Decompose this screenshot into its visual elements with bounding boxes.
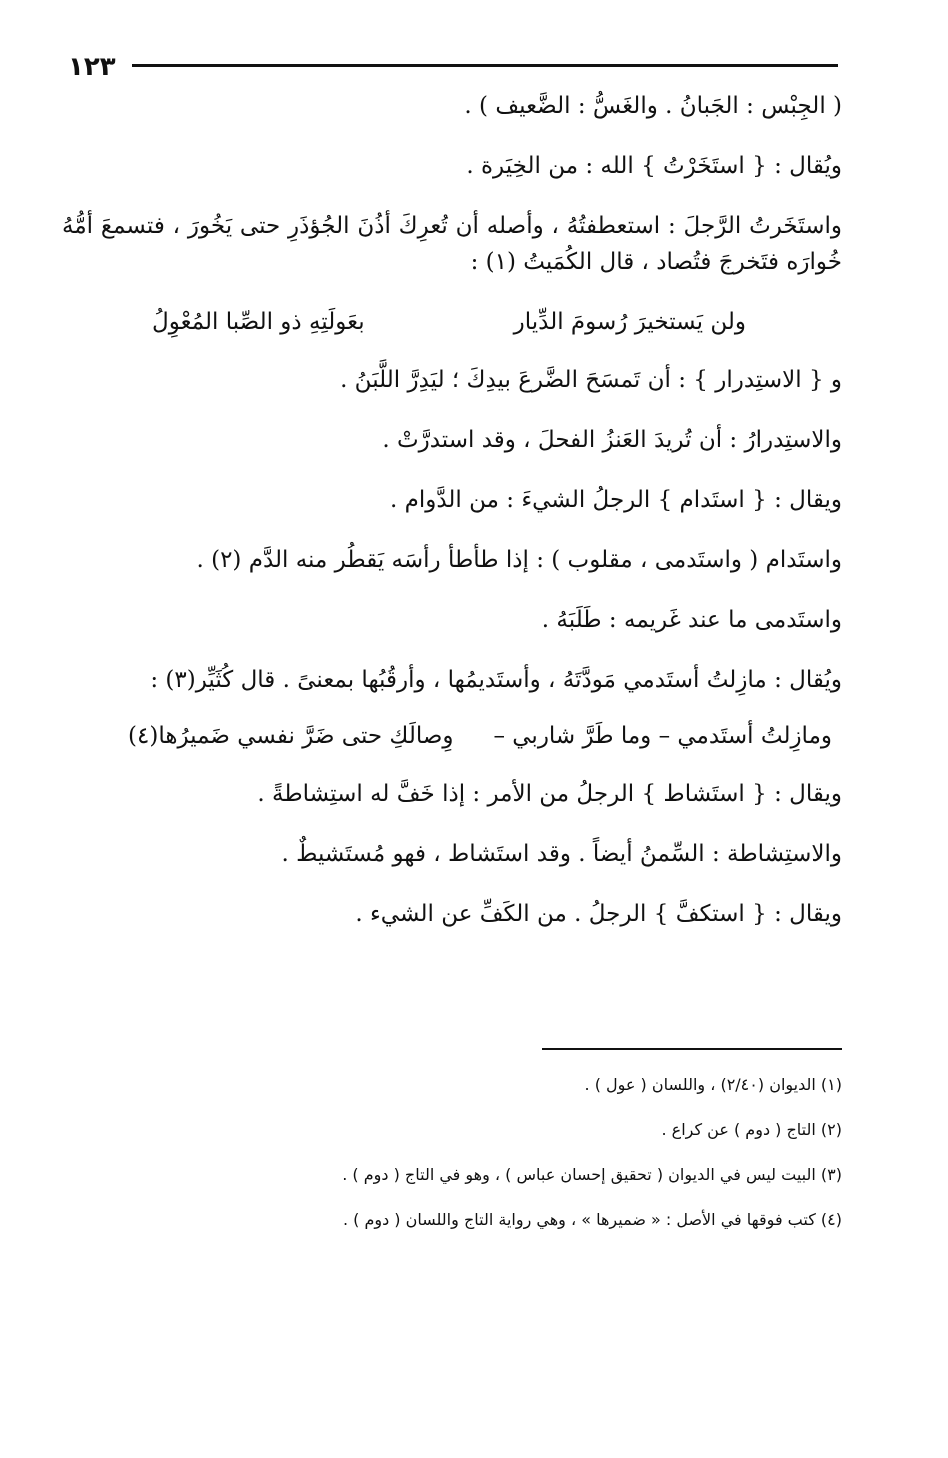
verse-first-hemistich: ولن يَستخيرَ رُسومَ الدِّيار [513, 309, 746, 335]
paragraph-jibs: ( الجِبْس : الجَبانُ . والغَسُّ : الضَّعيف ) . [464, 93, 842, 119]
footnote-1: (١) الديوان (٢/٤٠) ، واللسان ( عول ) . [584, 1075, 842, 1094]
footnote-rule [542, 1048, 842, 1050]
header-rule [132, 64, 838, 67]
paragraph-istakhart-allah: ويُقال : { استَخَرْتُ } الله : من الخِيَرة . [466, 153, 842, 179]
paragraph-istadam: ويقال : { استَدام } الرجلُ الشيءَ : من الدَّوام . [389, 487, 842, 513]
paragraph-istakhart-rajul: واستَخَرتُ الرَّجلَ : استعطفتُهُ ، وأصله أن تُعرِكَ أذُنَ الجُؤذَرِ حتى يَخُورَ ، فتسمعَ أمُّهُ خُوارَه فتَخرجَ فتُصاد ، قال الكُمَيتُ (١) : [62, 213, 842, 275]
paragraph-istakaff: ويقال : { استكفَّ } الرجلُ . من الكَفِّ عن الشيء . [355, 901, 842, 927]
footnote-3: (٣) البيت ليس في الديوان ( تحقيق إحسان عباس ) ، وهو في التاج ( دوم ) . [342, 1165, 842, 1184]
paragraph-istadam-2: واستَدام ( واستَدمى ، مقلوب ) : إذا طأطأ رأسَه يَقطُر منه الدَّم (٢) . [196, 547, 842, 573]
paragraph-istidrar-2: والاستِدرارُ : أن تُريدَ العَنزُ الفحلَ ، وقد استدرَّتْ . [382, 427, 842, 453]
paragraph-istadma: واستَدمى ما عند غَريمه : طَلَبَهُ . [541, 607, 842, 633]
verse-first-hemistich: ومازِلتُ أستَدمي – وما طَرَّ شاربي – [493, 723, 832, 749]
verse-second-hemistich: بعَولَتِهِ ذو الصِّبا المُعْوِلُ [152, 309, 365, 335]
paragraph-mazilt: ويُقال : مازِلتُ أستَدمي مَودَّتَهُ ، وأستَديمُها ، وأرقُبُها بمعنىً . قال كُثَيِّر(٣) : [150, 667, 842, 693]
main-text [62, 88, 842, 956]
footnotes [210, 1074, 842, 1254]
footnote-4: (٤) كتب فوقها في الأصل : « ضميرها » ، وهي رواية التاج واللسان ( دوم ) . [342, 1210, 842, 1229]
page-number: ١٢٣ [68, 52, 116, 82]
paragraph-istidrar: و { الاستِدرار } : أن تَمسَحَ الضَّرعَ بيدِكَ ؛ ليَدِرَّ اللَّبَنُ . [340, 367, 842, 393]
verse-kumait [62, 304, 842, 340]
verse-kuthayyir [62, 718, 842, 754]
verse-second-hemistich: وِصالَكِ حتى ضَرَّ نفسي ضَميرُها(٤) [128, 723, 454, 749]
paragraph-istishata: والاستِشاطة : السِّمنُ أيضاً . وقد استَشاط ، فهو مُستَشيطٌ . [281, 841, 842, 867]
footnote-2: (٢) التاج ( دوم ) عن كراع . [661, 1120, 842, 1139]
paragraph-istashat: ويقال : { استَشاط } الرجلُ من الأمر : إذا خَفَّ له استِشاطةً . [257, 781, 842, 807]
